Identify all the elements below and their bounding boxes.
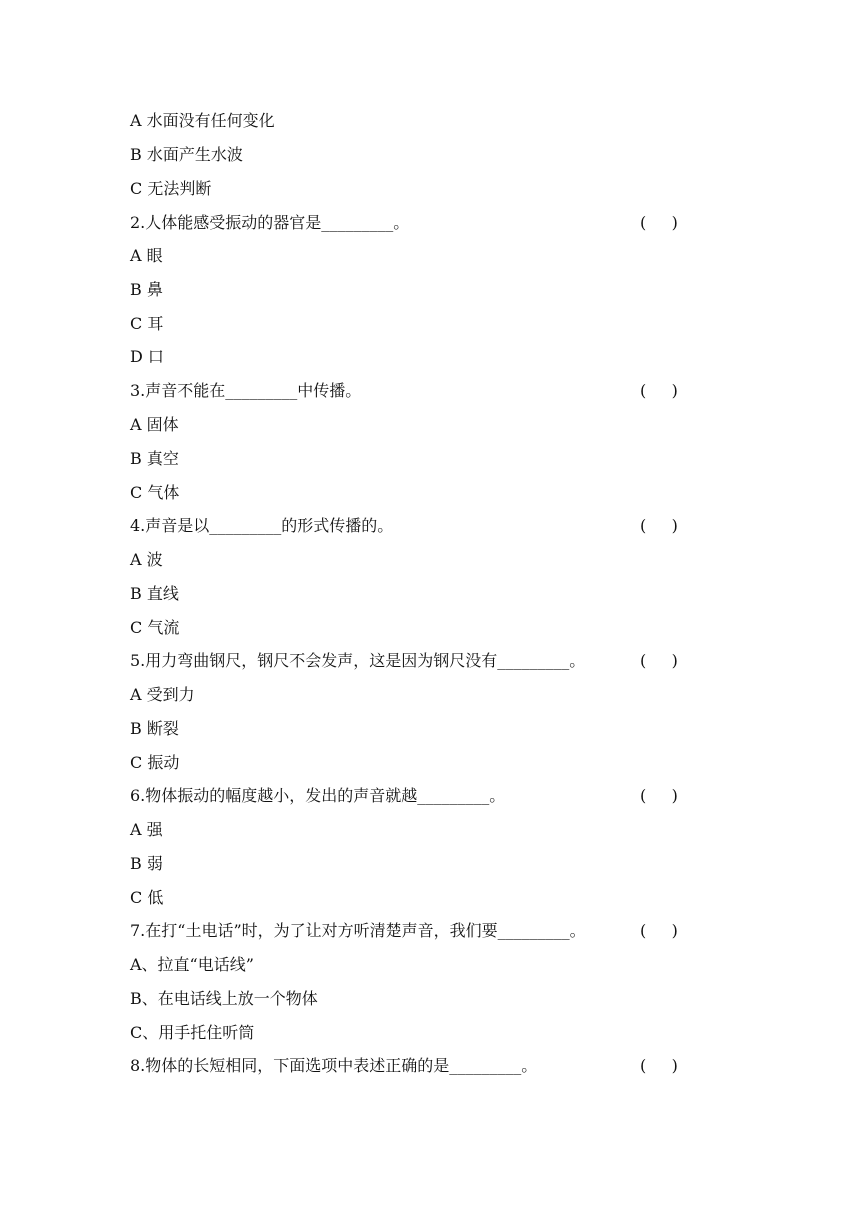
q3-stem: 3.声音不能在_________中传播。 — [130, 381, 362, 400]
q6-stem: 6.物体振动的幅度越小，发出的声音就越_________。 — [130, 786, 506, 805]
q5-option-c: C 振动 — [130, 753, 180, 772]
q5-option-a: A 受到力 — [130, 685, 195, 704]
q6-option-b: B 弱 — [130, 854, 163, 873]
q4-answer-parens: ( ) — [640, 516, 678, 535]
q2-option-a: A 眼 — [130, 246, 163, 265]
q4-option-c: C 气流 — [130, 618, 180, 637]
q3-option-b: B 真空 — [130, 449, 179, 468]
q1-option-a: A 水面没有任何变化 — [130, 111, 275, 130]
q6-answer-parens: ( ) — [640, 786, 678, 805]
q1-option-c: C 无法判断 — [130, 179, 212, 198]
q7-answer-parens: ( ) — [640, 921, 678, 940]
q2-option-c: C 耳 — [130, 314, 164, 333]
q8-answer-parens: ( ) — [640, 1056, 678, 1075]
q3-option-a: A 固体 — [130, 415, 179, 434]
q3-option-c: C 气体 — [130, 483, 180, 502]
q2-option-d: D 口 — [130, 347, 164, 366]
q4-option-b: B 直线 — [130, 584, 179, 603]
q6-option-c: C 低 — [130, 888, 164, 907]
q4-option-a: A 波 — [130, 550, 163, 569]
q8-stem: 8.物体的长短相同，下面选项中表述正确的是_________。 — [130, 1056, 538, 1075]
q6-option-a: A 强 — [130, 820, 163, 839]
q5-stem: 5.用力弯曲钢尺，钢尺不会发声，这是因为钢尺没有_________。 — [130, 651, 586, 670]
q7-option-c: C、用手托住听筒 — [130, 1023, 255, 1042]
q5-option-b: B 断裂 — [130, 719, 179, 738]
q1-option-b: B 水面产生水波 — [130, 145, 243, 164]
q3-answer-parens: ( ) — [640, 381, 678, 400]
q7-option-b: B、在电话线上放一个物体 — [130, 989, 318, 1008]
q2-stem: 2.人体能感受振动的器官是_________。 — [130, 213, 410, 232]
q2-option-b: B 鼻 — [130, 280, 163, 299]
q2-answer-parens: ( ) — [640, 213, 678, 232]
q7-stem: 7.在打“土电话”时，为了让对方听清楚声音，我们要_________。 — [130, 921, 586, 940]
q7-option-a: A、拉直“电话线” — [130, 955, 254, 974]
q5-answer-parens: ( ) — [640, 651, 678, 670]
q4-stem: 4.声音是以_________的形式传播的。 — [130, 516, 394, 535]
